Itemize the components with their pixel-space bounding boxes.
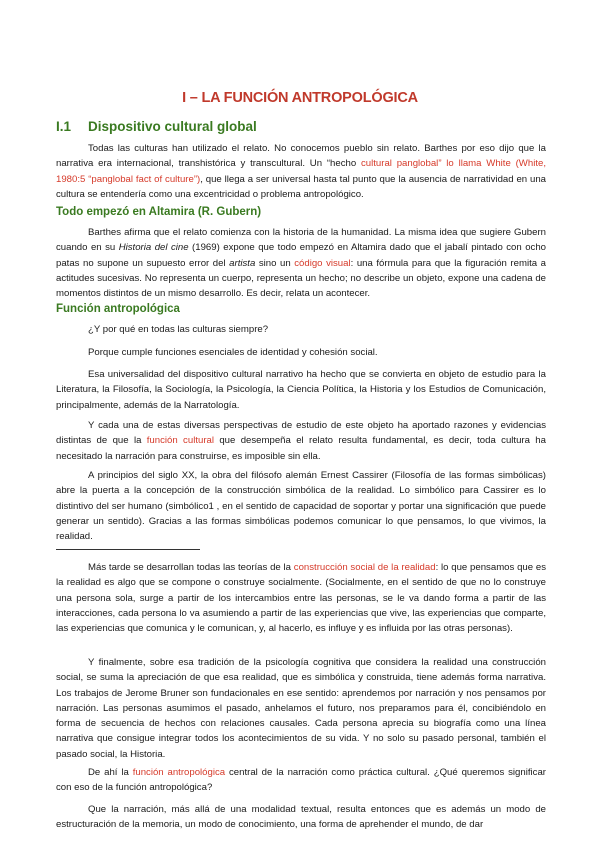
highlight-text: construcción social de la realidad	[293, 562, 436, 573]
text: Barthes afirma que el relato comienza con la historia de la humanidad. La misma idea que sugiere Gubern cuando en su	[56, 227, 546, 254]
text: sino un	[255, 257, 295, 269]
paragraph-universalidad: Esa universalidad del dispositivo cultural narrativo ha hecho que se convierta en objeto de estudio para la Literatura, la Filosofía, la Sociología, la Psicología, la Ciencia Política, la Historia y los Estudios de Comunicación, principalmente, además de la Narratología.	[56, 369, 546, 411]
subheading-funcion: Función antropológica	[56, 303, 180, 315]
highlight-text: cultural panglobal” lo llama White (White, 1980:5 “panglobal fact of culture”)	[56, 158, 546, 185]
section-title: Dispositivo cultural global	[88, 119, 257, 134]
highlight-text: función antropológica	[132, 767, 226, 778]
paragraph-cassirer: A principios del siglo XX, la obra del filósofo alemán Ernest Cassirer (Filosofía de las formas simbólicas) abre la puerta a la concepción de la construcción simbólica de la realidad. Lo simbólico para Cassirer es lo distintivo del ser humano (simbólico1 , en el sentido de capacidad de soportar y portar una significación que puede generar un sentido). Gracias a las formas simbólicas podemos comunicar lo que pensamos, lo que vivimos, la realidad.	[56, 470, 546, 543]
paragraph-narracion: Que la narración, más allá de una modalidad textual, resulta entonces que es además un modo de estructuración de la memoria, un modo de conocimiento, una forma de aprehender el mundo, de dar	[56, 804, 546, 831]
book-title: Historia del cine	[118, 242, 189, 254]
text: : lo que pensamos que es la realidad es algo que se compone o construye socialmente. (Socialmente, en el sentido de que no lo construye una persona sola, surge a partir de los intercambios entre las personas, se le va dando forma a partir de las interacciones, cada persona lo va asumiendo a partir de las experiencias que vive, las experiencias que comparte, las experiencias que comunica y le comunican, y, al hacerlo, es influye y es influida por las otras personas).	[56, 562, 547, 635]
page-title: I – LA FUNCIÓN ANTROPOLÓGICA	[182, 90, 418, 106]
text: (1969) expone que todo empezó en Altamira dado que el jabalí pintado con ocho patas no supone un supuesto error del	[56, 242, 546, 269]
highlight-text: función cultural	[146, 435, 214, 447]
text: De ahí la	[88, 767, 133, 778]
paragraph-relato	[56, 141, 546, 202]
text: , que llega a ser universal hasta tal punto que la ausencia de narratividad en una cultura se entendería como una excentricidad o problema antropológico.	[56, 173, 546, 200]
question-line: ¿Y por qué en todas las culturas siempre?	[88, 324, 269, 335]
paragraph-funcion-antropologica	[56, 765, 546, 796]
text: : una fórmula para que la figuración remita a actitudes sucesivas. No representa un cuerpo, representa un hecho; no describe un objeto, expone una cadena de momentos distintos de un mismo desarrollo. Es decir, relata un acontecer.	[56, 257, 546, 300]
text: central de la narración como práctica cultural. ¿Qué queremos significar con eso de la función antropológica?	[56, 767, 546, 794]
answer-line: Porque cumple funciones esenciales de identidad y cohesión social.	[88, 347, 378, 358]
text: Y cada una de estas diversas perspectivas de estudio de este objeto ha aportado razones y evidencias distintas de que la	[56, 420, 546, 447]
text: que desempeña el relato resulta fundamental, es decir, toda cultura ha necesitado la narración para construirse, es imposible sin ella.	[56, 435, 546, 462]
text: Todas las culturas han utilizado el relato. No conocemos pueblo sin relato. Barthes por eso dijo que la narrativa era internacional, transhistórica y transcultural. Un “hecho	[56, 143, 546, 170]
footnote-divider	[56, 549, 200, 550]
section-heading	[56, 119, 257, 134]
paragraph-bruner: Y finalmente, sobre esa tradición de la psicología cognitiva que considera la realidad una construcción social, se suma la apreciación de que esa realidad, que es simbólica y construida, tiene además forma narrativa. Los trabajos de Jerome Bruner son fundacionales en ese sentido: aprendemos por narración y nos pensamos por narración. Las personas asumimos el pasado, anhelamos el futuro, nos preparamos para él, concibiéndolo en forma de secuencia de hechos con relaciones causales. Cada persona aprecia su biografía como una línea narrativa que consigue integrar todos los acontecimientos de su vida. Y no solo su pasado personal, también el pasado social, la Historia.	[56, 657, 546, 760]
text: Más tarde se desarrollan todas las teorías de la	[88, 562, 294, 573]
paragraph-altamira	[56, 225, 546, 301]
paragraph-construccion-social	[56, 560, 546, 636]
highlight-text: código visual	[294, 257, 351, 269]
italic-text: artista	[229, 257, 256, 269]
section-number: I.1	[56, 119, 72, 134]
paragraph-perspectivas	[56, 418, 546, 464]
subheading-altamira: Todo empezó en Altamira (R. Gubern)	[56, 206, 262, 218]
